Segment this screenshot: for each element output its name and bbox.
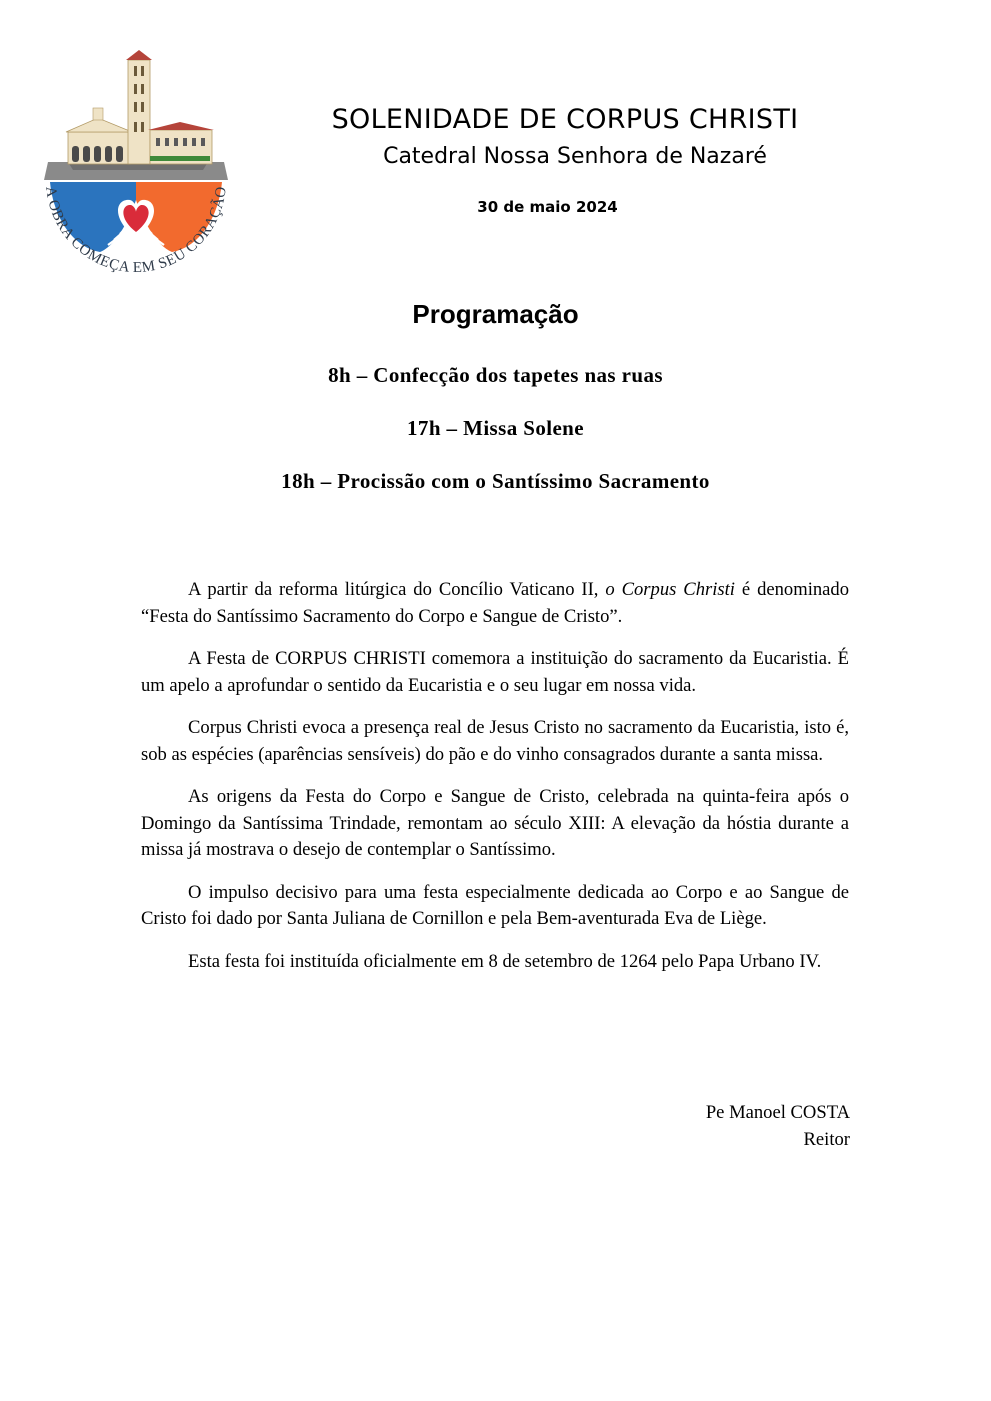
paragraph: A partir da reforma litúrgica do Concílio Vaticano II, o Corpus Christi é denominado “Festa do Santíssimo Sacramento do Corpo e Sangue de Cristo”.: [141, 579, 850, 627]
schedule-item: 18h – Procissão com o Santíssimo Sacramento: [281, 469, 710, 493]
schedule-item: 17h – Missa Solene: [407, 416, 584, 440]
body-text: [141, 577, 849, 991]
signature: [706, 1100, 850, 1153]
page-subtitle: Catedral Nossa Senhora de Nazaré: [383, 144, 767, 169]
paragraph: O impulso decisivo para uma festa especialmente dedicada ao Corpo e ao Sangue de Cristo foi dado por Santa Juliana de Cornillon e pela Bem-aventurada Eva de Liège.: [141, 881, 849, 929]
paragraph: Corpus Christi evoca a presença real de Jesus Cristo no sacramento da Eucaristia, isto é, sob as espécies (aparências sensíveis) do pão e do vinho consagrados durante a santa missa.: [141, 717, 849, 765]
paragraph: A Festa de CORPUS CHRISTI comemora a instituição do sacramento da Eucaristia. É um apelo a aprofundar o sentido da Eucaristia e o seu lugar em nossa vida.: [141, 648, 849, 696]
paragraph: Esta festa foi instituída oficialmente em 8 de setembro de 1264 pelo Papa Urbano IV.: [188, 950, 822, 972]
signature-name: Pe Manoel COSTA: [705, 1102, 850, 1123]
cathedral-logo: [38, 50, 234, 285]
paragraph: As origens da Festa do Corpo e Sangue de Cristo, celebrada na quinta-feira após o Domingo da Santíssima Trindade, remontam ao século XIII: A elevação da hóstia durante a missa já mostrava o desejo de contemplar o Santíssimo.: [141, 786, 849, 860]
signature-role: Reitor: [803, 1128, 850, 1150]
programacao-heading: Programação: [412, 299, 579, 329]
page-title: SOLENIDADE DE CORPUS CHRISTI: [331, 104, 799, 135]
svg-text:A OBRA COMEÇA EM SEU CORAÇÃO: A OBRA COMEÇA EM SEU CORAÇÃO: [42, 185, 230, 277]
event-date: 30 de maio 2024: [477, 198, 618, 216]
schedule-item: 8h – Confecção dos tapetes nas ruas: [328, 363, 663, 387]
